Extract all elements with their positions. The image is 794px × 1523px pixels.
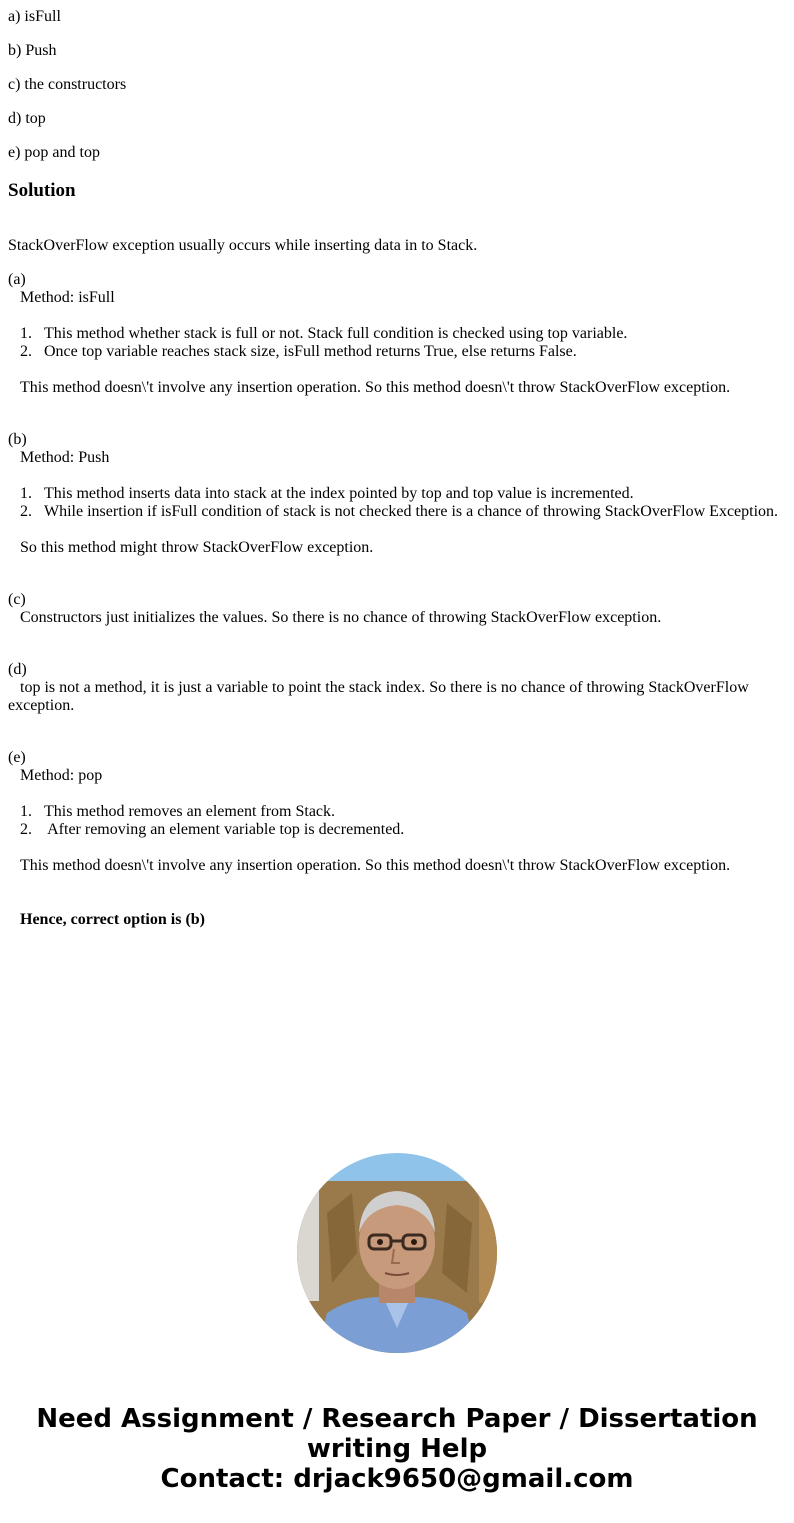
list-number: 1. [20, 485, 32, 502]
solution-heading: Solution [8, 180, 76, 201]
list-item [8, 343, 788, 361]
section-text: top is not a method, it is just a variable to point the stack index. So there is no chance of throwing StackOverFlow exception. [8, 679, 749, 714]
promo-line-2: writing Help [306, 1434, 488, 1464]
list-item-text: Once top variable reaches stack size, isFull method returns True, else returns False. [44, 343, 577, 360]
option-b: b) Push [8, 42, 57, 59]
section-note: This method doesn\'t involve any insertion operation. So this method doesn\'t throw StackOverFlow exception. [20, 857, 731, 874]
list-number: 2. [20, 343, 32, 360]
option-d: d) top [8, 110, 46, 127]
option-e: e) pop and top [8, 144, 100, 161]
section-c [8, 591, 788, 627]
author-photo [297, 1153, 497, 1353]
list-item-text: This method removes an element from Stack. [44, 803, 336, 820]
list-item-text: This method whether stack is full or not. Stack full condition is checked using top variable. [44, 325, 628, 342]
list-number: 1. [20, 803, 32, 820]
document-body [8, 8, 788, 945]
section-a [8, 271, 788, 397]
section-list [8, 803, 788, 839]
option-c: c) the constructors [8, 76, 127, 93]
option-a: a) isFull [8, 8, 61, 25]
list-number: 1. [20, 325, 32, 342]
portrait-image [297, 1153, 497, 1353]
conclusion: Hence, correct option is (b) [20, 911, 205, 928]
section-note: This method doesn\'t involve any insertion operation. So this method doesn\'t throw StackOverFlow exception. [20, 379, 731, 396]
section-list [8, 325, 788, 361]
list-item [8, 821, 788, 839]
list-number: 2. [20, 821, 32, 838]
section-e [8, 749, 788, 875]
list-item-text: While insertion if isFull condition of stack is not checked there is a chance of throwing StackOverFlow Exception. [44, 503, 779, 520]
list-item [8, 503, 788, 521]
list-number: 2. [20, 503, 32, 520]
list-item-text: This method inserts data into stack at the index pointed by top and top value is incremented. [44, 485, 634, 502]
section-method: Method: Push [20, 449, 110, 466]
promo-line-1: Need Assignment / Research Paper / Dissertation [36, 1404, 758, 1434]
solution-intro: StackOverFlow exception usually occurs while inserting data in to Stack. [8, 237, 478, 254]
section-b [8, 431, 788, 557]
section-method: Method: pop [20, 767, 103, 784]
section-label: (d) [8, 661, 27, 678]
section-label: (c) [8, 591, 26, 608]
section-d [8, 661, 788, 715]
section-text: Constructors just initializes the values. So there is no chance of throwing StackOverFlow exception. [20, 609, 662, 626]
list-item [8, 485, 788, 503]
list-item [8, 325, 788, 343]
section-label: (b) [8, 431, 27, 448]
list-item-text: After removing an element variable top is decremented. [44, 821, 405, 838]
section-list [8, 485, 788, 521]
section-label: (a) [8, 271, 26, 288]
section-note: So this method might throw StackOverFlow exception. [20, 539, 374, 556]
list-item [8, 803, 788, 821]
promo-banner [0, 1404, 794, 1494]
section-method: Method: isFull [20, 289, 115, 306]
section-label: (e) [8, 749, 26, 766]
promo-contact: Contact: drjack9650@gmail.com [160, 1464, 634, 1494]
